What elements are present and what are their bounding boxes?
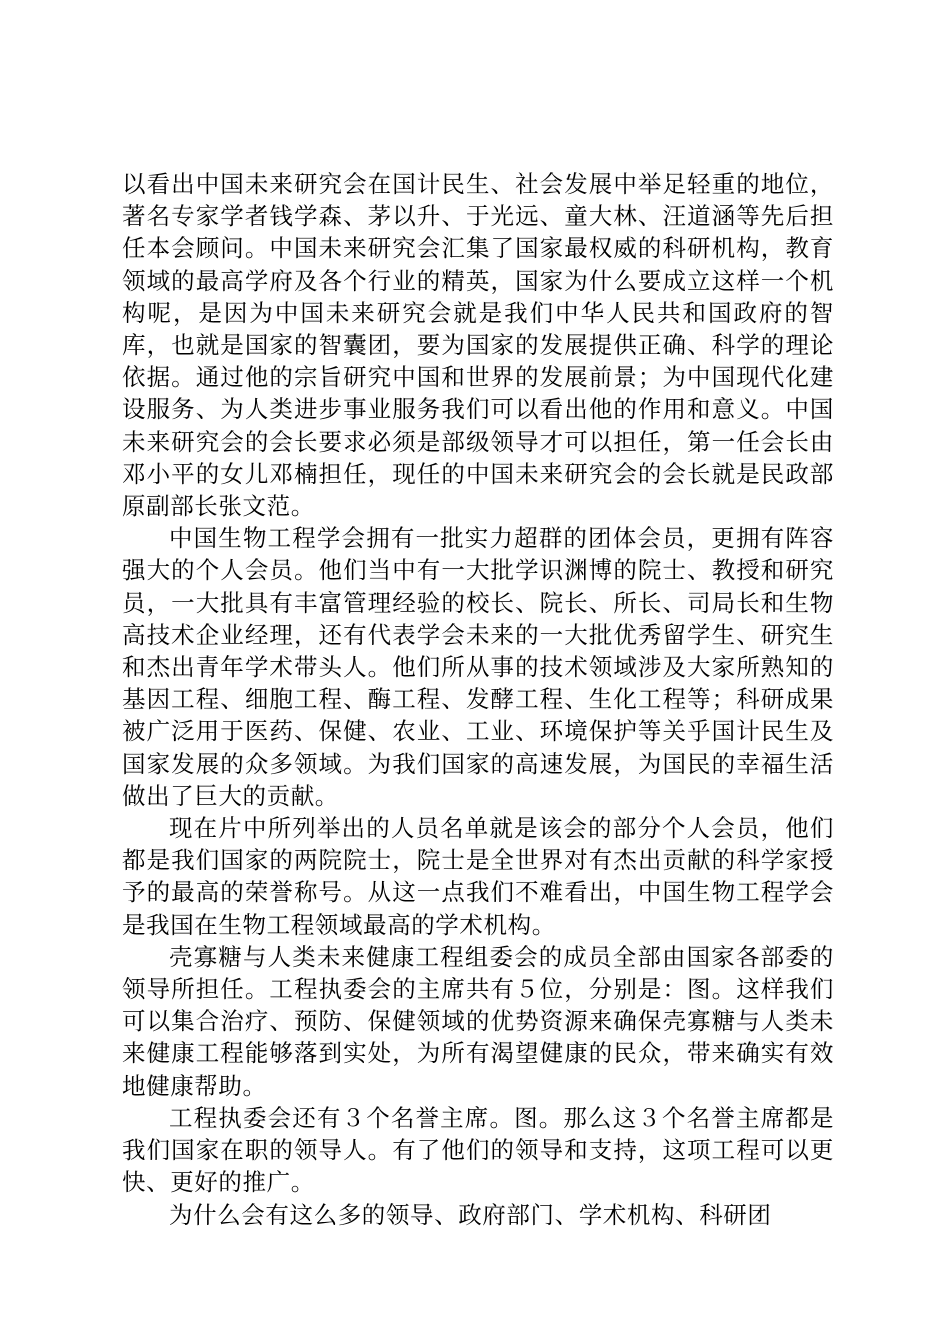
paragraph-4: 壳寡糖与人类未来健康工程组委会的成员全部由国家各部委的领导所担任。工程执委会的主席共有５位，分别是：图。这样我们可以集合治疗、预防、保健领域的优势资源来确保壳寡糖与人类未来健康工程能够落到实处，为所有渴望健康的民众，带来确实有效地健康帮助。 xyxy=(122,942,834,1100)
paragraph-1: 以看出中国未来研究会在国计民生、社会发展中举足轻重的地位，著名专家学者钱学森、茅以升、于光远、童大林、汪道涵等先后担任本会顾问。中国未来研究会汇集了国家最权威的科研机构，教育领域的最高学府及各个行业的精英，国家为什么要成立这样一个机构呢，是因为中国未来研究会就是我们中华人民共和国政府的智库，也就是国家的智囊团，要为国家的发展提供正确、科学的理论依据。通过他的宗旨研究中国和世界的发展前景；为中国现代化建设服务、为人类进步事业服务我们可以看出他的作用和意义。中国未来研究会的会长要求必须是部级领导才可以担任，第一任会长由邓小平的女儿邓楠担任，现任的中国未来研究会的会长就是民政部原副部长张文范。 xyxy=(122,170,834,521)
paragraph-3: 现在片中所列举出的人员名单就是该会的部分个人会员，他们都是我们国家的两院院士，院士是全世界对有杰出贡献的科学家授予的最高的荣誉称号。从这一点我们不难看出，中国生物工程学会是我国在生物工程领域最高的学术机构。 xyxy=(122,814,834,939)
paragraph-2: 中国生物工程学会拥有一批实力超群的团体会员，更拥有阵容强大的个人会员。他们当中有一大批学识渊博的院士、教授和研究员，一大批具有丰富管理经验的校长、院长、所长、司局长和生物高技术企业经理，还有代表学会未来的一大批优秀留学生、研究生和杰出青年学术带头人。他们所从事的技术领域涉及大家所熟知的基因工程、细胞工程、酶工程、发酵工程、生化工程等；科研成果被广泛用于医药、保健、农业、工业、环境保护等关乎国计民生及国家发展的众多领域。为我们国家的高速发展，为国民的幸福生活做出了巨大的贡献。 xyxy=(122,524,834,810)
document-body xyxy=(122,168,834,1231)
paragraph-5: 工程执委会还有３个名誉主席。图。那么这３个名誉主席都是我们国家在职的领导人。有了他们的领导和支持，这项工程可以更快、更好的推广。 xyxy=(122,1103,834,1197)
paragraph-6: 为什么会有这么多的领导、政府部门、学术机构、科研团 xyxy=(169,1200,772,1229)
